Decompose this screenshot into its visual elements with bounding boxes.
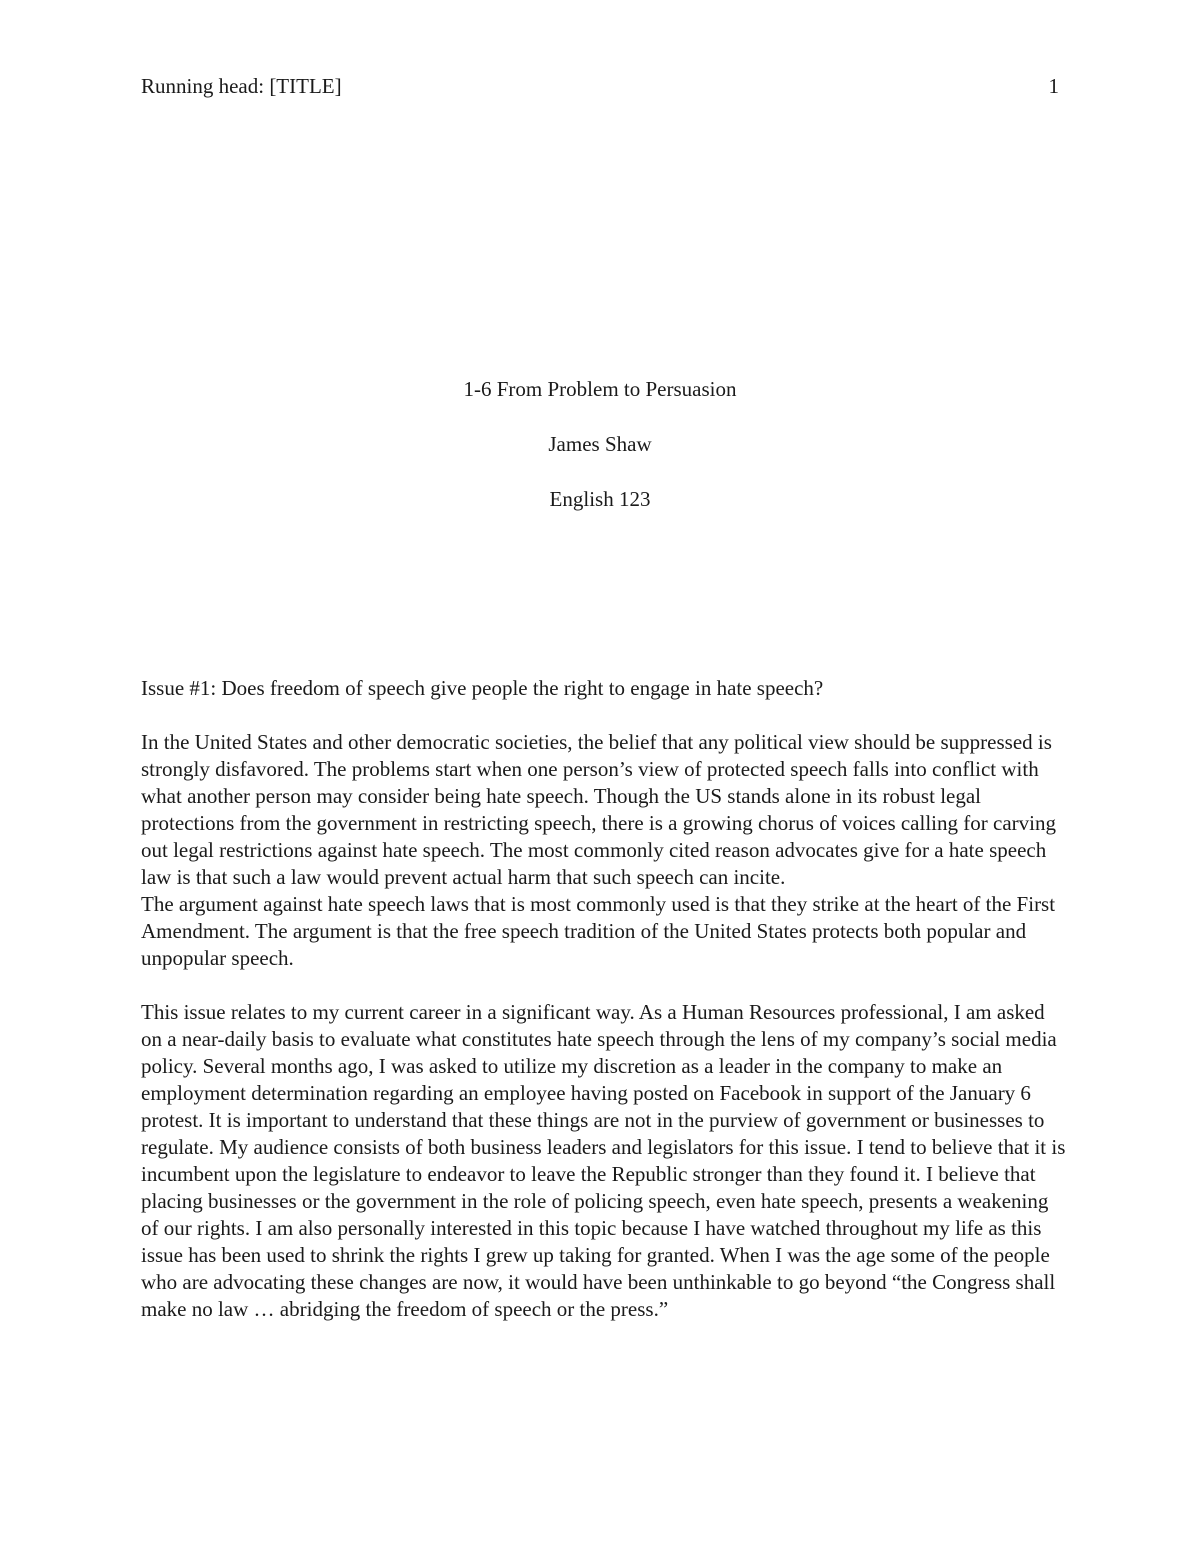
paragraph-1: In the United States and other democratic societies, the belief that any political view should be suppressed is strongly disfavored. The problems start when one person’s view of protected speech falls into conflict with what another person may consider being hate speech. Though the US stands alone in its robust legal protections from the government in restricting speech, there is a growing chorus of voices calling for carving out legal restrictions against hate speech. The most commonly cited reason advocates give for a hate speech law is that such a law would prevent actual harm that such speech can incite. <box>141 730 1056 889</box>
paper-title: 1-6 From Problem to Persuasion <box>463 377 737 401</box>
paragraph-2: The argument against hate speech laws that is most commonly used is that they strike at the heart of the First Amendment. The argument is that the free speech tradition of the United States protects both popular and unpopular speech. <box>141 892 1056 970</box>
paragraph-3: This issue relates to my current career in a significant way. As a Human Resources professional, I am asked on a near-daily basis to evaluate what constitutes hate speech through the lens of my company’s social media policy. Several months ago, I was asked to utilize my discretion as a leader in the company to make an employment determination regarding an employee having posted on Facebook in support of the January 6 protest. It is important to understand that these things are not in the purview of government or businesses to regulate. My audience consists of both business leaders and legislators for this issue. I tend to believe that it is incumbent upon the legislature to endeavor to leave the Republic stronger than they found it. I believe that placing businesses or the government in the role of policing speech, even hate speech, presents a weakening of our rights. I am also personally interested in this topic because I have watched throughout my life as this issue has been used to shrink the rights I grew up taking for granted. When I was the age some of the people who are advocating these changes are now, it would have been unthinkable to go beyond “the Congress shall make no law … abridging the freedom of speech or the press.” <box>141 1000 1066 1321</box>
page-header <box>141 72 1059 100</box>
issue-heading: Issue #1: Does freedom of speech give people the right to engage in hate speech? <box>141 676 824 700</box>
running-head: Running head: [TITLE] <box>141 74 342 98</box>
page-number: 1 <box>1048 74 1059 98</box>
course-name: English 123 <box>549 487 651 511</box>
paragraph-gap <box>141 972 1066 999</box>
author-name: James Shaw <box>548 432 652 456</box>
body-text <box>141 675 1066 1323</box>
title-block <box>141 375 1059 540</box>
paragraph-gap <box>141 702 1066 729</box>
